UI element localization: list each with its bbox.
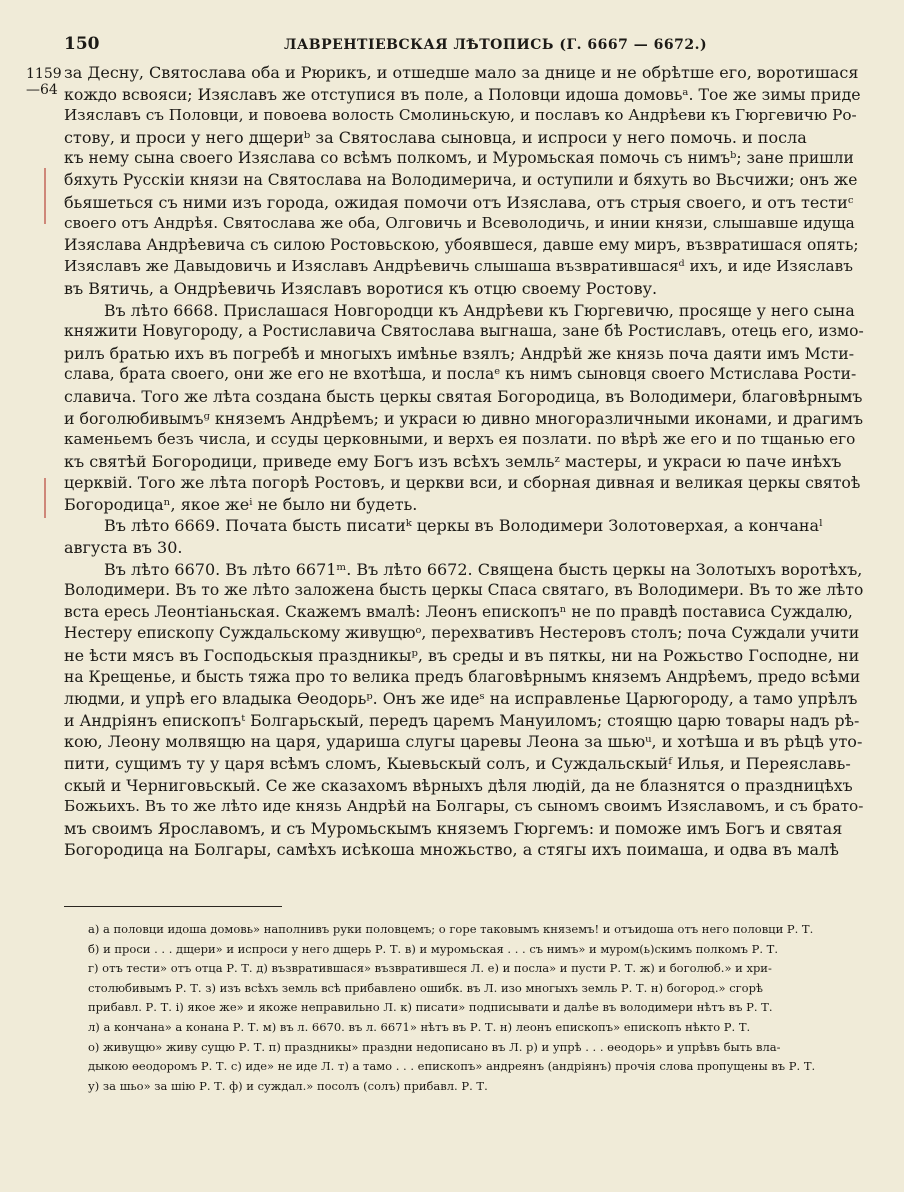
- text-line: не ѣсти мясъ въ Господьскыя праздникыᵖ, въ среды и въ пяткы, ни на Рожьство Господне, ни: [64, 646, 860, 666]
- text-line: кождо всвояси; Изяславъ же отступися въ поле, а Половци идоша домовьᵃ. Тое же зимы приде: [64, 84, 861, 104]
- margin-year-top: 1159: [26, 66, 62, 82]
- text-line: рилъ братью ихъ въ погребѣ и многыхъ имѣнье взялъ; Андрѣй же князь поча даяти имъ Мсти-: [64, 343, 855, 363]
- page-header: [64, 34, 864, 60]
- footnote-line: о) живущю» живу сущю Р. Т. п) праздникы» праздни недописано въ Л. р) и упрѣ . . . өеодорь» и упрѣвъ быть вла-: [88, 1039, 781, 1054]
- text-line: пити, сущимъ ту у царя всѣмъ сломъ, Кыевьскый солъ, и Суждальскыйᶠ Илья, и Переяславь-: [64, 754, 851, 773]
- text-line: Богородицаⁿ, якое жеⁱ не было ни будеть.: [64, 494, 418, 514]
- text-line: Изяславъ съ Половци, и повоева волость Смолиньскую, и пославъ ко Андрѣеви къ Гюргевичю Ро-: [64, 106, 857, 125]
- text-line: и Андріянъ епископъᵗ Болгарьскый, передъ царемъ Мануиломъ; стоящю царю товары надъ рѣ-: [64, 710, 860, 730]
- text-line: вста ересь Леонтіаньская. Скажемъ вмалѣ: Леонъ епископъⁿ не по правдѣ постависа Суждалю,: [64, 602, 853, 621]
- page-number: 150: [64, 34, 100, 54]
- red-ink-mark: [44, 478, 46, 518]
- text-line: Богородица на Болгары, самѣхъ исѣкоша множьство, а стягы ихъ поимаша, и одва въ малѣ: [64, 840, 839, 860]
- text-line: кою, Леону молвящю на царя, удариша слугы царевы Леона за шьюᵘ, и хотѣша и въ рѣцѣ уто-: [64, 732, 863, 752]
- text-line: мъ своимъ Ярославомъ, и съ Муромьскымъ княземъ Гюргемъ: и поможе имъ Богъ и святая: [64, 818, 843, 838]
- text-line: скый и Черниговьскый. Се же сказахомъ вѣрныхъ дѣля людій, да не блазнятся о праздницѣхъ: [64, 775, 853, 795]
- text-line: каменьемъ безъ числа, и ссуды церковными, и верхъ ея позлати. по вѣрѣ же его и по тщанью его: [64, 430, 856, 449]
- footnote-line: г) отъ тести» отъ отца Р. Т. д) възвратившася» възвратившеся Л. е) и посла» и пусти Р. Т. ж) и боголюб.» и хри-: [88, 961, 772, 976]
- text-line: бьяшеться съ ними изъ города, ожидая помочи отъ Изяслава, отъ стрыя своего, и отъ тестиᶜ: [64, 192, 854, 212]
- text-line: Изяславъ же Давыдовичь и Изяславъ Андрѣевичь слышаша възвратившасяᵈ ихъ, и иде Изяславъ: [64, 257, 853, 276]
- running-title: ЛАВРЕНТІЕВСКАЯ ЛѢТОПИСЬ (Г. 6667 — 6672.): [284, 37, 708, 53]
- footnote-line: дыкою өеодоромъ Р. Т. с) иде» не иде Л. т) а тамо . . . епископъ» андреянъ (андріянъ) прочія слова пропущены въ Р. Т.: [88, 1059, 816, 1074]
- text-line: княжити Новугороду, а Ростиславича Святослава выгнаша, зане бѣ Ростиславъ, отець его, измо-: [64, 322, 864, 341]
- footnote-line: у) за шьо» за шію Р. Т. ф) и суждал.» посолъ (солъ) прибавл. Р. Т.: [88, 1078, 488, 1093]
- footnote-line: столюбивымъ Р. Т. з) изъ всѣхъ земль всѣ прибавлено ошибк. въ Л. изо многыхъ земль Р. Т. н) богород.» сгорѣ: [88, 980, 763, 995]
- text-line: Въ лѣто 6669. Почата бысть писатиᵏ церкы въ Володимери Золотоверхая, а кончанаˡ: [104, 516, 823, 536]
- text-line: Божьихъ. Въ то же лѣто иде князь Андрѣй на Болгары, съ сыномъ своимъ Изяславомъ, и съ брато-: [64, 797, 864, 816]
- text-line: въ Вятичь, а Ондрѣевичь Изяславъ воротися къ отцю своему Ростову.: [64, 278, 658, 298]
- text-line: Володимери. Въ то же лѣто заложена бысть церкы Спаса святаго, въ Володимери. Въ то же лѣто: [64, 581, 864, 600]
- text-line: Въ лѣто 6668. Прислашася Новгородци къ Андрѣеви къ Гюргевичю, просяще у него сына: [104, 300, 855, 320]
- text-line: августа въ 30.: [64, 538, 183, 558]
- text-line: стову, и проси у него дщериᵇ за Святослава сыновца, и испроси у него помочь. и посла: [64, 127, 807, 147]
- text-line: бяхуть Русскіи князи на Святослава на Володимерича, и оступили и бяхуть во Вьсчижи; онъ же: [64, 170, 858, 189]
- text-line: славича. Того же лѣта создана бысть церкы святая Богородица, въ Володимери, благовѣрнымъ: [64, 386, 863, 406]
- text-line: Нестеру епископу Суждальскому живущюᵒ, перехвативъ Нестеровъ столъ; поча Суждали учити: [64, 624, 860, 643]
- text-line: Въ лѣто 6670. Въ лѣто 6671ᵐ. Въ лѣто 6672. Священа бысть церкы на Золотыхъ воротѣхъ,: [104, 559, 863, 579]
- text-line: къ святѣй Богородици, приведе ему Богъ изъ всѣхъ земльᶻ мастеры, и украси ю паче инѣхъ: [64, 451, 842, 471]
- footnote-divider: [64, 906, 282, 907]
- text-line: своего отъ Андрѣя. Святослава же оба, Олговичь и Всеволодичь, и инии князи, слышавше идуща: [64, 214, 855, 233]
- text-line: Изяслава Андрѣевича съ силою Ростовьскою, убоявшеся, давше ему миръ, възвратишася опять;: [64, 235, 859, 254]
- footnote-line: б) и проси . . . дщери» и испроси у него дщерь Р. Т. в) и муромьская . . . съ нимъ» и муром(ь)скимъ полкомъ Р. Т.: [88, 941, 779, 956]
- footnotes: [88, 920, 858, 1096]
- chronicle-text: [64, 62, 864, 861]
- text-line: на Крещенье, и бысть тяжа про то велика предъ благовѣрнымъ княземъ Андрѣемъ, предо всѣми: [64, 667, 861, 686]
- footnote-line: л) а кончана» а конана Р. Т. м) въ л. 6670. въ л. 6671» нѣтъ въ Р. Т. н) леонъ епископъ» епископъ нѣкто Р. Т.: [88, 1019, 751, 1034]
- footnote-line: прибавл. Р. Т. і) якое же» и якоже неправильно Л. к) писати» подписывати и далѣе въ володимери нѣтъ въ Р. Т.: [88, 1000, 773, 1015]
- text-line: слава, брата своего, они же его не вхотѣша, и послаᵉ къ нимъ сыновця своего Мстислава Рости-: [64, 365, 857, 384]
- footnote-line: а) а половци идоша домовь» наполнивъ руки половцемъ; о горе таковымъ княземъ! и отъидоша отъ него половци Р. Т.: [88, 922, 814, 936]
- text-line: церквій. Того же лѣта погорѣ Ростовъ, и церкви вси, и сборная дивная и великая церкы святоѣ: [64, 473, 861, 493]
- text-line: за Десну, Святослава оба и Рюрикъ, и отшедше мало за днице и не обрѣтше его, воротишася: [64, 63, 859, 82]
- text-line: людми, и упрѣ его владыка Өеодорьᵖ. Онъ же идеˢ на исправленье Царюгороду, а тамо упрѣлъ: [64, 689, 858, 709]
- margin-year-bottom: —64: [26, 82, 58, 98]
- text-line: и боголюбивымъᶢ княземъ Андрѣемъ; и украси ю дивно многоразличными иконами, и драгимъ: [64, 408, 864, 428]
- text-line: къ нему сына своего Изяслава со всѣмъ полкомъ, и Муромьская помочь съ нимъᵇ; зане пришли: [64, 149, 854, 168]
- red-ink-mark: [44, 168, 46, 224]
